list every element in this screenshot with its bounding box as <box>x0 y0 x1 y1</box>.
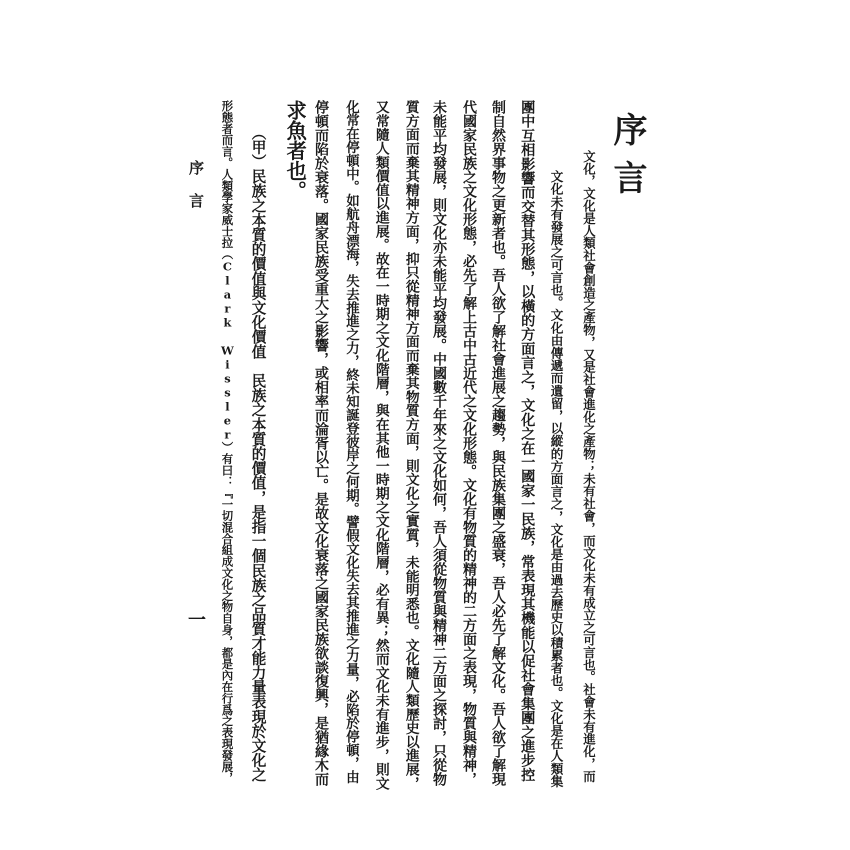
page-title: 序言 <box>607 112 647 208</box>
text-column-9: 化常在停頓中。如航舟漂海，失去推進之力，終未知誕登彼岸之何期。譬假文化失去其推進之力量，必陷於停頓，由 <box>343 100 360 784</box>
text-column-7: 質方面而棄其精神方面，抑只從精神方面而棄其物質方面，則文化之實質，未能明悉也。文化隨人類歷史以進展， <box>402 100 419 790</box>
text-column-4: 制自然界事物之更新者也。吾人欲了解社會進展之趨勢，與民族集團之盛衰，吾人必先了解文化。吾人欲了解現 <box>490 100 506 786</box>
text-column-1: 文化，文化是人類社會創造之產物，又是社會進化之產物；未有社會，而文化未有成立之可言也。社會未有進化，而 <box>581 150 597 783</box>
running-head: 序言 <box>187 160 205 226</box>
text-column-2: 文化未有發展之可言也。文化由傳遞而遺留，以縱的方面言之，文化是由過去歷史以積累者也。文化是在人類集 <box>548 170 564 788</box>
text-column-3: 團中互相影響而交替其形態，以橫的方面言之，文化之在一國家一民族，常表現其機能以促社會集團之進步控 <box>519 100 536 782</box>
text-column-8: 又常隨人類價值以進展。故在一時期之文化階層，與在其他一時期之文化階層，必有異；然而文化未有進步，則文 <box>372 100 389 790</box>
text-column-5: 代國家民族之文化形態，必先了解上古中古近代之文化形態。文化有物質的精神的二方面之表現，物質與精神， <box>461 100 477 786</box>
text-column-11: 求魚者也。 <box>283 100 308 201</box>
text-column-6: 未能平均發展，則文化亦未能平均發展。中國數千年來之文化如何，吾人須從物質與精神二方面之探討，只從物 <box>431 100 447 786</box>
text-column-10: 停頓而陷於衰落。國家民族受重大之影響，或相率而淪胥以亡。是故文化衰落之國家民族欲談復興，是猶緣木而 <box>313 100 329 786</box>
text-column-13: 形態者而言。人類學家威士拉（Clark Wissler）有曰：『一切混合組成文化之物自身，都是內在行爲之表現發展， <box>220 100 235 784</box>
page-number: 一 <box>185 610 206 628</box>
text-column-12: （甲）民族之本質的價值與文化價值 民族之本質的價值，是指一個民族之品質才能力量表現於文化之 <box>249 125 267 782</box>
